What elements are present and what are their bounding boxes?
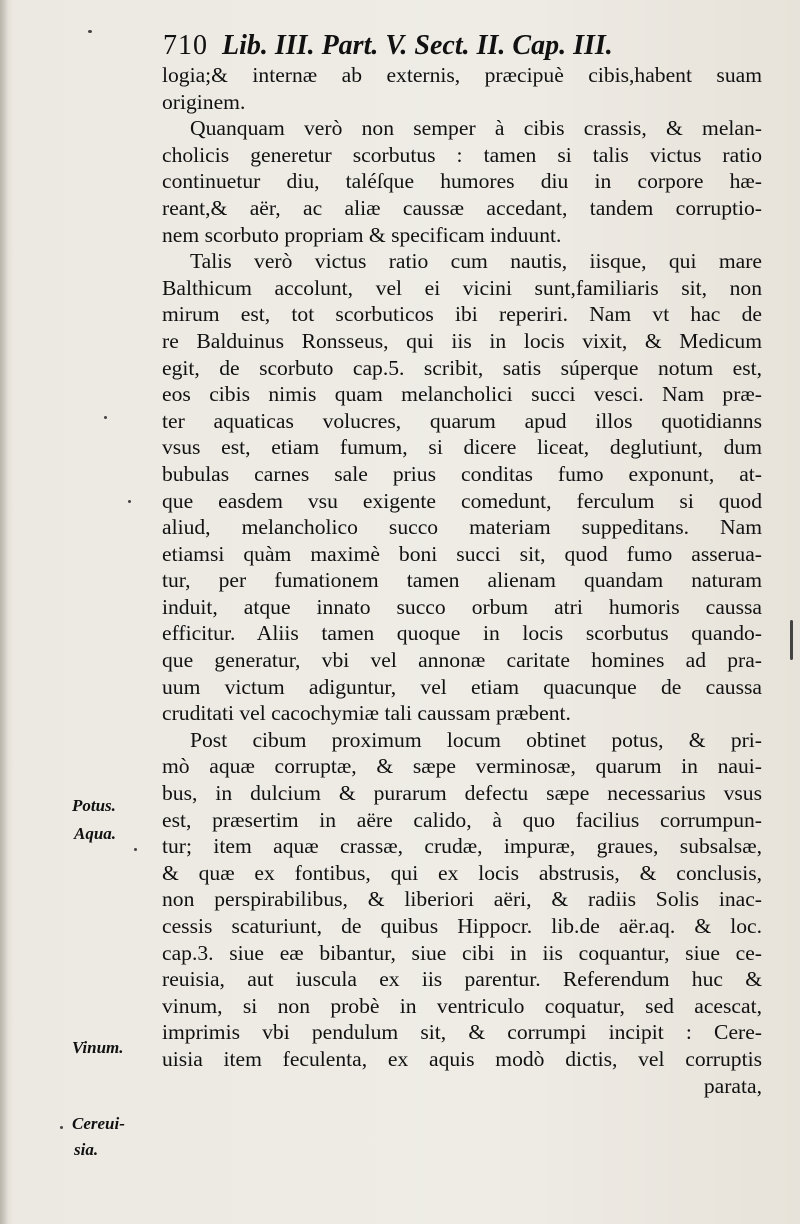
- text-line: logia;& internæ ab externis, præcipuè cibis,habent suam: [162, 63, 762, 87]
- margin-note-cereuisia-2: sia.: [74, 1140, 99, 1159]
- text-line: parata,: [703, 1073, 762, 1098]
- text-line: efficitur. Aliis tamen quoque in locis scorbutus quando-: [162, 621, 762, 646]
- text-line: bubulas carnes sale prius conditas fumo exponunt, at-: [162, 461, 762, 486]
- text-line: bus, in dulcium & purarum defectu sæpe necessarius vsus: [162, 781, 762, 806]
- text-line: uum victum adiguntur, vel etiam quacunque de caussa: [162, 674, 762, 699]
- text-line: vsus est, etiam fumum, si dicere liceat, deglutiunt, dum: [162, 435, 762, 460]
- text-line: eos cibis nimis quam melancholici succi vesci. Nam præ-: [162, 382, 762, 407]
- margin-note-aqua: Aqua.: [74, 824, 117, 843]
- text-line: induit, atque innato succo orbum atri humoris caussa: [162, 594, 762, 619]
- text-line: tur; item aquæ crassæ, crudæ, impuræ, graues, subsalsæ,: [162, 834, 762, 859]
- text-line: re Balduinus Ronsseus, qui iis in locis vixit, & Medicum: [162, 328, 762, 353]
- text-line: Talis verò victus ratio cum nautis, iisque, qui mare: [190, 249, 762, 274]
- text-line: mò aquæ corruptæ, & sæpe verminosæ, quarum in naui-: [162, 754, 762, 779]
- text-line: cap.3. siue eæ bibantur, siue cibi in iis coquantur, siue ce-: [162, 940, 762, 965]
- text-line: Quanquam verò non semper à cibis crassis, & melan-: [190, 116, 762, 141]
- text-line: & quæ ex fontibus, qui ex locis abstrusis, & conclusis,: [162, 860, 762, 885]
- ink-speck: [134, 848, 137, 851]
- ink-speck: [60, 1126, 63, 1129]
- text-line: vinum, si non probè in ventriculo coquatur, sed acescat,: [162, 993, 762, 1018]
- text-line: aliud, melancholico succo materiam suppeditans. Nam: [162, 515, 762, 540]
- ink-speck: [104, 416, 107, 419]
- text-line: nem scorbuto propriam & specificam induunt.: [162, 222, 562, 247]
- text-line: cruditati vel cacochymiæ tali caussam præbent.: [162, 701, 571, 726]
- text-line: est, præsertim in aëre calido, à quo facilius corrumpun-: [162, 807, 762, 832]
- ink-speck: [790, 620, 793, 660]
- ink-speck: [128, 500, 131, 503]
- text-line: continuetur diu, taléſque humores diu in corpore hæ-: [162, 169, 762, 194]
- text-line: mirum est, tot scorbuticos ibi reperiri. Nam vt hac de: [162, 302, 762, 327]
- margin-note-vinum: Vinum.: [72, 1038, 124, 1057]
- text-line: cholicis generetur scorbutus : tamen si talis victus ratio: [162, 142, 762, 167]
- text-line: reant,& aër, ac aliæ caussæ accedant, tandem corruptio-: [162, 195, 762, 220]
- running-header: [163, 26, 763, 66]
- text-line: egit, de scorbuto cap.5. scribit, satis súperque notum est,: [162, 355, 762, 380]
- page-number: 710: [163, 30, 208, 61]
- text-line: Post cibum proximum locum obtinet potus, & pri-: [190, 727, 762, 752]
- text-line: non perspirabilibus, & liberiori aëri, & radiis Solis inac-: [162, 887, 762, 912]
- text-line: uisia item feculenta, ex aquis modò dictis, vel corruptis: [162, 1046, 762, 1071]
- gutter-shadow: [0, 0, 8, 1224]
- text-line: etiamsi quàm maximè boni succi sit, quod fumo asserua-: [162, 541, 762, 566]
- text-line: Balthicum accolunt, vel ei vicini sunt,familiaris sit, non: [162, 275, 762, 300]
- text-line: ter aquaticas volucres, quarum apud illos quotidianns: [162, 408, 762, 433]
- margin-note-potus: Potus.: [72, 796, 116, 815]
- text-line: que generatur, vbi vel annonæ caritate homines ad pra-: [162, 648, 762, 673]
- margin-note-cereuisia-1: Cereui-: [72, 1114, 125, 1133]
- running-title: Lib. III. Part. V. Sect. II. Cap. III.: [222, 30, 613, 61]
- ink-speck: [88, 30, 92, 33]
- text-line: originem.: [162, 89, 246, 114]
- text-line: tur, per fumationem tamen alienam quandam naturam: [162, 568, 762, 593]
- text-line: cessis scaturiunt, de quibus Hippocr. lib.de aër.aq. & loc.: [162, 914, 762, 938]
- text-line: reuisia, aut iuscula ex iis parentur. Referendum huc &: [162, 967, 762, 992]
- text-line: que easdem vsu exigente comedunt, ferculum si quod: [162, 488, 762, 513]
- body-text: [162, 62, 762, 1099]
- text-line: imprimis vbi pendulum sit, & corrumpi incipit : Cere-: [162, 1020, 762, 1045]
